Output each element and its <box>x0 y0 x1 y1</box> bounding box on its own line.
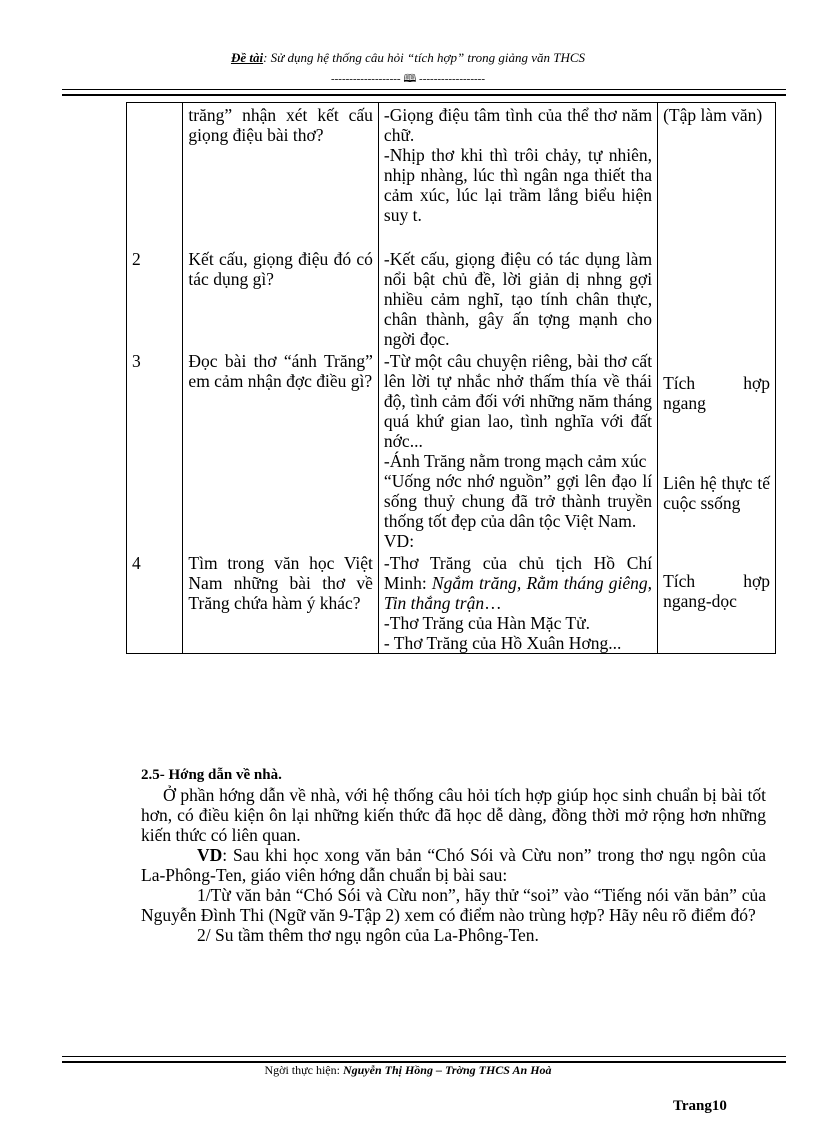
paragraph: 2/ Su tầm thêm thơ ngụ ngôn của La-Phông-Ten. <box>197 925 539 945</box>
homework-section <box>141 765 766 945</box>
header-rule <box>62 89 786 96</box>
page-footer: Ngời thực hiện: Nguyễn Thị Hồng – Trờng THCS An Hoà <box>264 1063 552 1077</box>
lesson-table <box>126 102 776 654</box>
section-heading: 2.5- Hớng dẫn về nhà. <box>141 767 282 783</box>
table-row <box>127 247 776 349</box>
header-divider: ------------------- 🕮 ------------------ <box>330 73 485 85</box>
note-text: Liên hệ thực tế cuộc ssống <box>663 473 770 513</box>
note-text: Tích hợp ngang <box>663 373 770 413</box>
answer-line: -Nhịp thơ khi thì trôi chảy, tự nhiên, nhịp nhàng, lúc thì ngân nga thiết tha cảm xúc, lúc lại trầm lắng biểu hiện suy t. <box>383 145 653 225</box>
paragraph: Ở phần hớng dẫn về nhà, với hệ thống câu hỏi tích hợp giúp học sinh chuẩn bị bài tốt hơn, có điều kiện ôn lại những kiến thức đã học dễ dàng, đồng thời mở rộng hơn những kiến thức có liên quan. <box>141 785 766 845</box>
row-note <box>658 551 776 654</box>
note-text: Tích hợp ngang-dọc <box>663 571 770 611</box>
row-answer <box>378 551 657 654</box>
answer-line: - Thơ Trăng của Hồ Xuân Hơng... <box>383 633 622 653</box>
answer-line: -Thơ Trăng của chủ tịch Hồ Chí Minh: Ngắm trăng, Rằm tháng giêng, Tin thắng trận… <box>383 553 653 613</box>
page-header-title <box>0 50 816 66</box>
row-question: Kết cấu, giọng điệu đó có tác dụng gì? <box>183 247 379 349</box>
paragraph: 1/Từ văn bản “Chó Sói và Cừu non”, hãy thử “soi” vào “Tiếng nói văn bản” của Nguyễn Đình Thi (Ngữ văn 9-Tập 2) xem có điểm nào trùng hợp? Hãy nêu rõ điểm đó? <box>141 885 766 925</box>
table-row <box>127 551 776 654</box>
row-note <box>658 349 776 551</box>
row-number <box>127 103 183 248</box>
page-number: Trang10 <box>673 1098 727 1114</box>
header-title-label: Đề tài <box>230 50 264 65</box>
table-row <box>127 103 776 248</box>
table-row <box>127 349 776 551</box>
answer-line: -Giọng điệu tâm tình của thể thơ năm chữ. <box>383 105 653 145</box>
footer-author: Nguyễn Thị Hồng – Trờng THCS An Hoà <box>342 1063 552 1077</box>
row-number: 2 <box>127 247 183 349</box>
row-note: (Tập làm văn) <box>658 103 776 248</box>
poem-titles: Ngắm trăng, Rằm tháng giêng, Tin thắng trận <box>383 573 653 613</box>
row-answer <box>378 247 657 349</box>
row-question: trăng” nhận xét kết cấu giọng điệu bài thơ? <box>183 103 379 248</box>
answer-line: “Uống nớc nhớ nguồn” gợi lên đạo lí sống thuỷ chung đã trở thành truyền thống tốt đẹp của dân tộc Việt Nam. <box>383 471 653 531</box>
row-number: 3 <box>127 349 183 551</box>
paragraph: VD: Sau khi học xong văn bản “Chó Sói và Cừu non” trong thơ ngụ ngôn của La-Phông-Ten, giáo viên hớng dẫn chuẩn bị bài sau: <box>141 845 766 885</box>
row-question: Tìm trong văn học Việt Nam những bài thơ về Trăng chứa hàm ý khác? <box>183 551 379 654</box>
answer-line: VD: <box>383 531 415 551</box>
answer-line: -Thơ Trăng của Hàn Mặc Tử. <box>383 613 590 633</box>
row-answer <box>378 349 657 551</box>
row-question: Đọc bài thơ “ánh Trăng” em cảm nhận đợc điều gì? <box>183 349 379 551</box>
row-number: 4 <box>127 551 183 654</box>
footer-rule <box>62 1056 786 1063</box>
answer-line: -Từ một câu chuyện riêng, bài thơ cất lên lời tự nhắc nhở thấm thía về thái độ, tình cảm đối với những năm tháng quá khứ gian lao, tình nghĩa với đất nớc... <box>383 351 653 451</box>
answer-line: -Kết cấu, giọng điệu có tác dụng làm nổi bật chủ đề, lời giản dị nhng gợi nhiều cảm nghĩ, tạo tính chân thực, chân thành, gây ấn tợng mạnh cho ngời đọc. <box>383 249 653 349</box>
row-note <box>658 247 776 349</box>
row-answer <box>378 103 657 248</box>
answer-line: -Ánh Trăng nằm trong mạch cảm xúc <box>383 451 647 471</box>
header-title-text: : Sử dụng hệ thống câu hỏi “tích hợp” trong giảng văn THCS <box>263 50 586 65</box>
